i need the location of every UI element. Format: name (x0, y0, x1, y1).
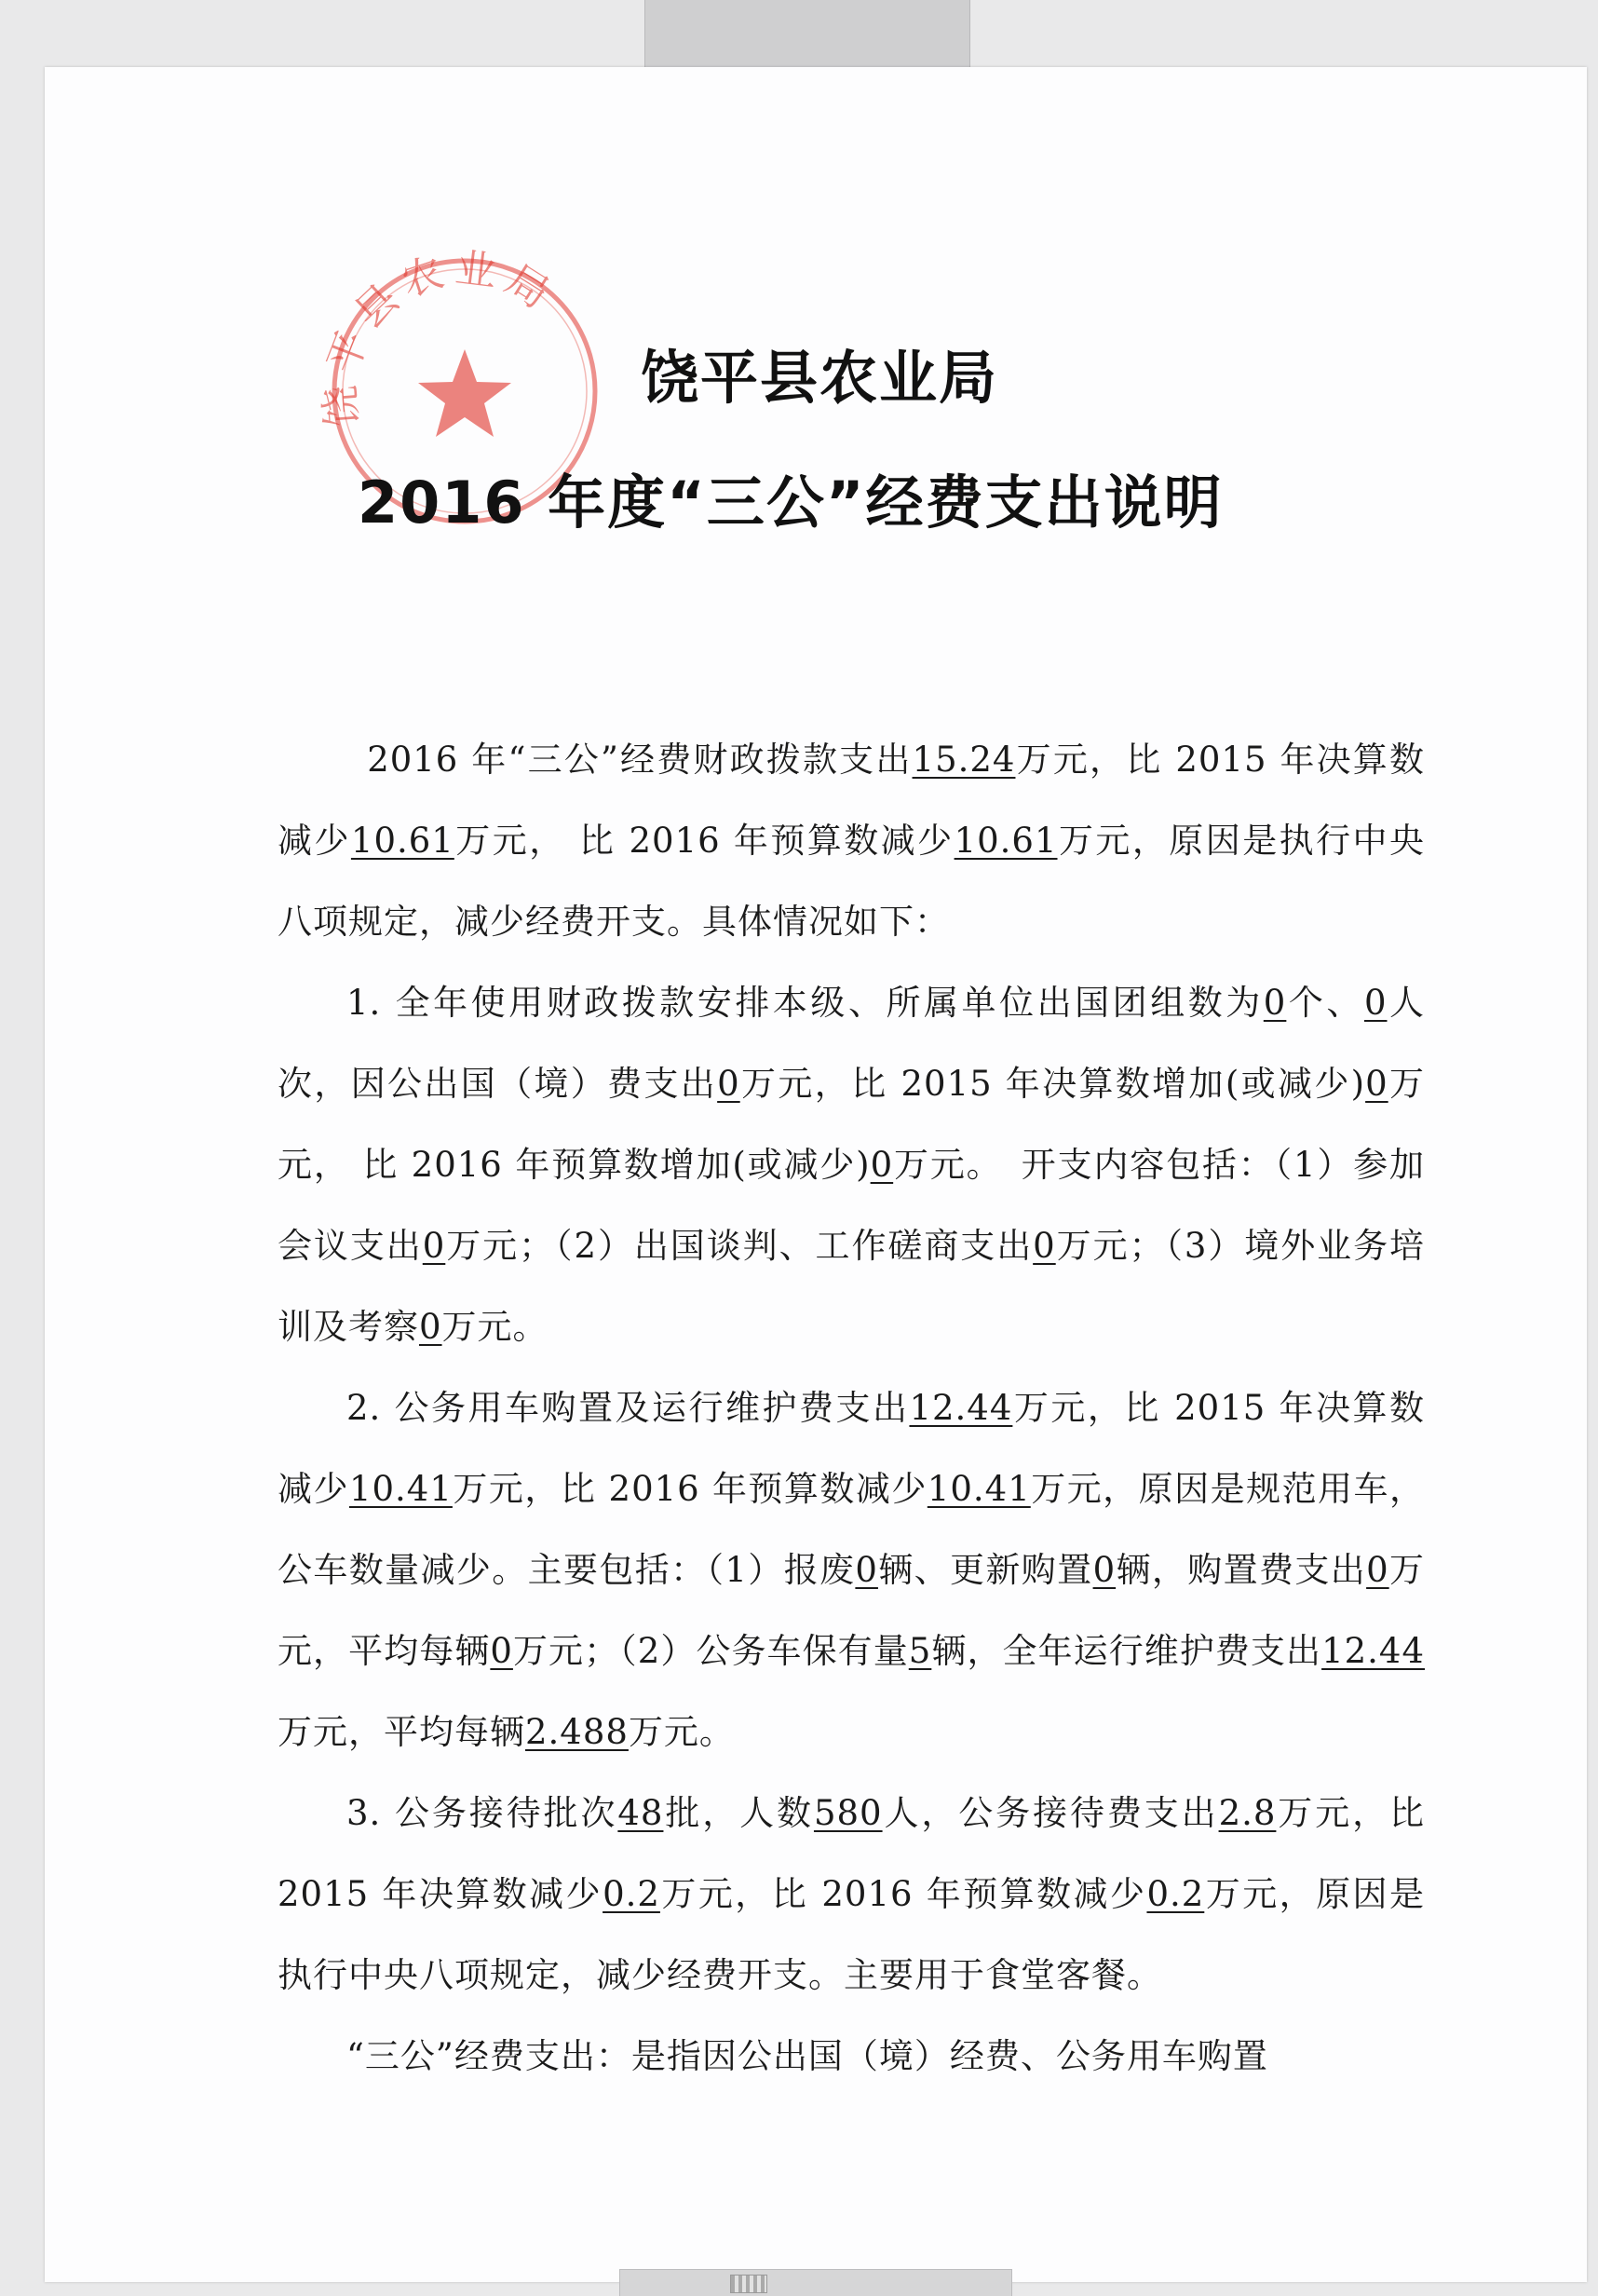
seal-star-icon (418, 349, 511, 437)
value-decrease-vs-2015: 10.61 (350, 821, 454, 861)
paragraph-definition: “三公”经费支出：是指因公出国（境）经费、公务用车购置 (346, 2036, 1268, 2076)
value-decrease-vs-budget: 10.61 (954, 821, 1058, 861)
scanner-top-tab (644, 0, 970, 68)
paragraph-overseas: 1. 全年使用财政拨款安排本级、所属单位出国团组数为0个、0人次，因公出国（境）费支出0万元，比 2015 年决算数增加(或减少)0万元， 比 2016 年预算数增加(或减少)0万元。 开支内容包括：（1）参加会议支出0万元；（2）出国谈判、工作磋商支出0万元；（3）境外业务培训及考察0万元。 (278, 983, 1426, 1347)
seal-text: 饶平县农业局 (316, 244, 564, 428)
film-strip-icon (730, 2275, 767, 2293)
scanner-bottom-tab (619, 2269, 1012, 2296)
paragraph-vehicles: 2. 公务用车购置及运行维护费支出12.44万元，比 2015 年决算数减少10.41万元，比 2016 年预算数减少10.41万元，原因是规范用车，公车数量减少。主要包括：（1）报废0辆、更新购置0辆，购置费支出0万元，平均每辆0万元；（2）公务车保有量5辆，全年运行维护费支出12.44万元，平均每辆2.488万元。 (278, 1388, 1426, 1752)
paragraph-reception: 3. 公务接待批次48批，人数580人，公务接待费支出2.8万元，比 2015 年决算数减少0.2万元，比 2016 年预算数减少0.2万元，原因是执行中央八项规定，减少经费开支。主要用于食堂客餐。 (278, 1793, 1425, 1995)
page-subtitle: 2016 年度“三公”经费支出说明 (358, 469, 1224, 537)
svg-text:饶平县农业局 (317, 244, 564, 428)
document-body (278, 719, 1425, 2097)
page-title: 饶平县农业局 (641, 344, 999, 412)
document-page (45, 67, 1587, 2282)
paragraph-summary: 2016 年“三公”经费财政拨款支出15.24万元，比 2015 年决算数减少10.61万元， 比 2016 年预算数减少10.61万元，原因是执行中央八项规定，减少经费开支。具体情况如下： (278, 740, 1426, 942)
value-total-expense: 15.24 (912, 740, 1016, 780)
